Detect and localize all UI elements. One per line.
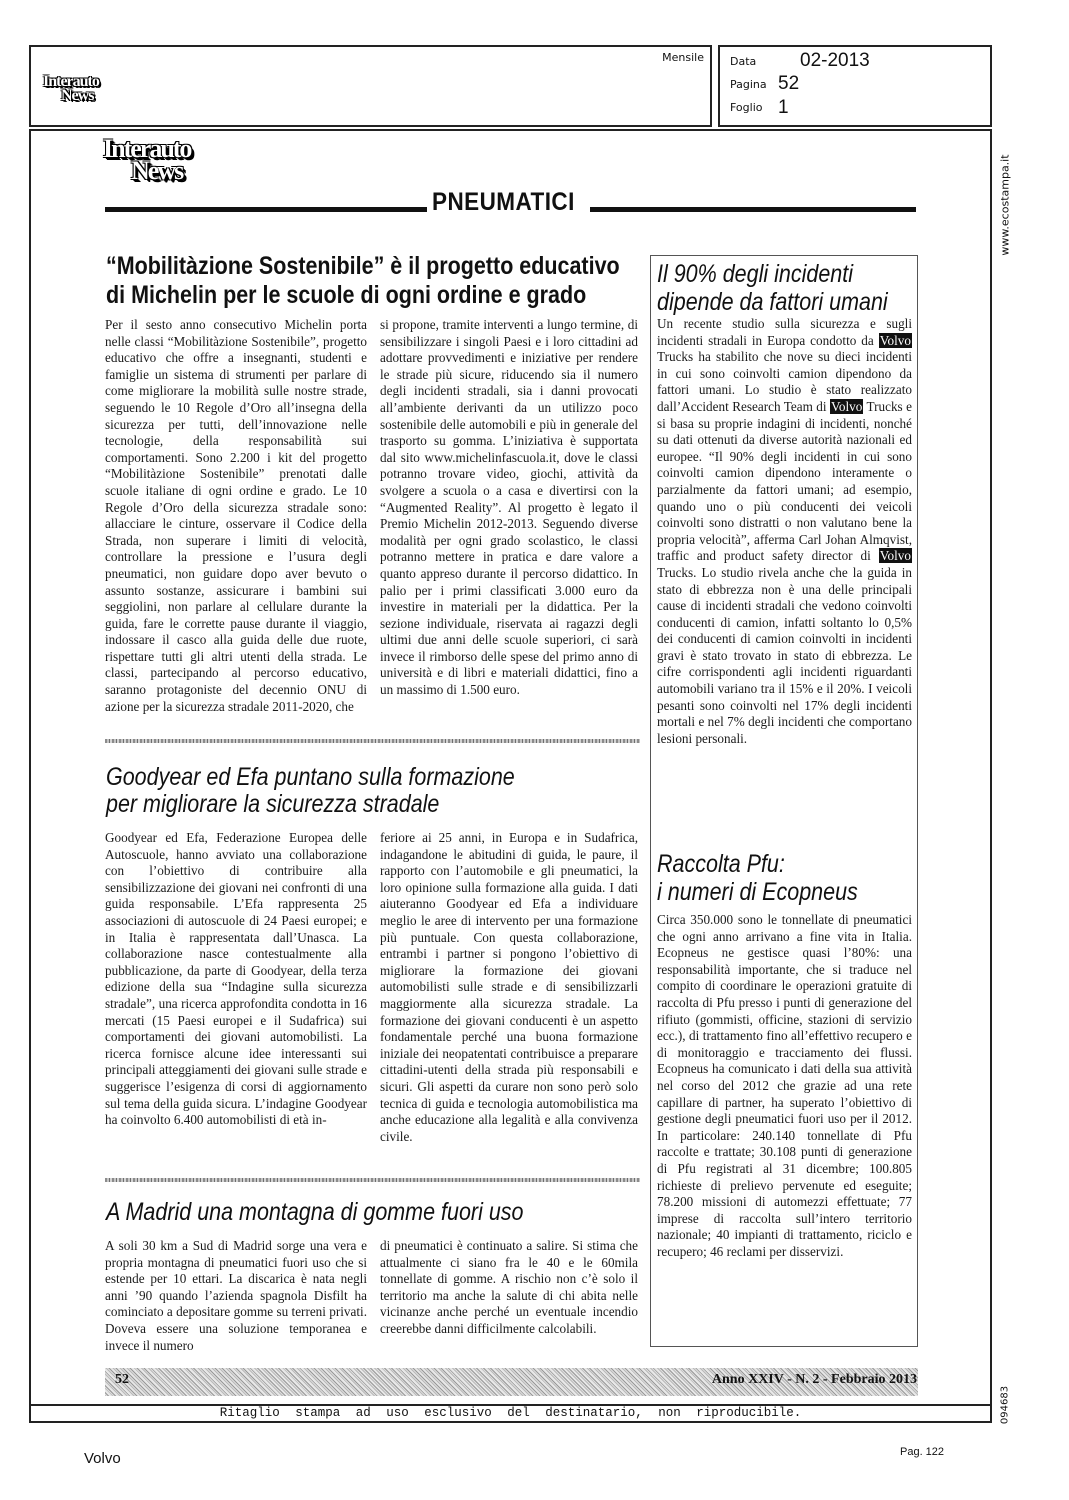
ecopneus-body: Circa 350.000 sono le tonnellate di pneumatici che ogni anno arrivano a fine vita in Italia. Ecopneus ne gestisce quasi l’80%: una responsabilità importante, che si traduce nel compito di coordinare le operazioni gratuite di raccolta di Pfu presso i punti di generazione del rifiuto (gommisti, officine, stazioni di servizio ecc.), di trattamento fino all’effettivo recupero e di monitoraggio e tracciamento dei flussi. Ecopneus ha comunicato i dati della sua attività nel corso del 2012 che grazie ad una rete capillare di partner, ha superato l’obiettivo di gestione degli pneumatici fuori uso per il 2012. In particolare: 240.140 tonnellate di Pfu raccolte e trattate; 30.108 punti di generazione di Pfu registrati al 31 dicembre; 100.805 richieste di prelievo pervenute ed eseguite; 78.200 missioni di automezzi effettuate; 77 imprese di raccolta sull’intero territorio nazionale; 40 impianti di trattamento, riciclo e recupero; 46 reclami per disservizi.	[657, 912, 912, 1259]
logo-line-1: Interauto	[43, 73, 99, 90]
ecopneus-headline-line-2: i numeri di Ecopneus	[657, 878, 858, 906]
frequency-label: Mensile	[662, 51, 704, 64]
page-label: Pagina	[730, 78, 767, 91]
source-url	[990, 145, 1020, 265]
volvo-text: Trucks e si basa su proprie indagini di incidenti, nonché su dati ottenuti da diverse autorità nazionali ed europee. “Il 90% degli incidenti in cui sono coinvolti camion dipendono interamente o parzialmente da fattori umani; ad esempio, quando uno o più conducenti dei veicoli coinvolti sono distratti o non valutano bene la propria velocità”, afferma Carl Johan Almqvist, traffic and product safety director di	[657, 398, 912, 564]
client-name: Volvo	[84, 1450, 121, 1467]
madrid-body-col-1: A soli 30 km a Sud di Madrid sorge una vera e propria montagna di pneumatici fuori uso che si estende per 10 ettari. La discarica è nata negli anni ’90 quando l’azienda spagnola Disfilt ha cominciato a depositare gomme su terreni privati. Doveva essere una soluzione temporanea e invece il numero	[105, 1238, 367, 1353]
page-value: 52	[778, 73, 800, 94]
header-meta-box	[718, 45, 992, 127]
publication-logo	[103, 134, 191, 185]
footer-page-number: 52	[115, 1372, 129, 1387]
highlight-keyword: Volvo	[831, 398, 863, 414]
header-publication-box	[29, 45, 712, 127]
volvo-text: Un recente studio sulla sicurezza e sugli incidenti stradali in Europa condotto da	[657, 316, 912, 348]
volvo-text: Trucks. Lo studio rivela anche che la guida in stato di ebbrezza non è una delle principali cause di incidenti stradali che vedono coinvolti conducenti di camion, infatti soltanto lo 0,5% dei conducenti di camion coinvolti in incidenti gravi è stato trovato in stato di ebbrezza. Le cifre corrispondenti agli incidenti riguardanti automobili variano tra il 15% e il 20%. I veicoli pesanti sono coinvolti nel 17% degli incidenti mortali e nel 7% degli incidenti che comportano lesioni personali.	[657, 564, 912, 746]
goodyear-headline-line-1: Goodyear ed Efa puntano sulla formazione	[106, 763, 515, 791]
ecopneus-headline-line-1: Raccolta Pfu:	[657, 850, 785, 878]
article-separator	[105, 1178, 640, 1182]
goodyear-headline-line-2: per migliorare la sicurezza stradale	[106, 790, 440, 818]
michelin-headline-line-2: di Michelin per le scuole di ogni ordine e grado	[106, 281, 587, 309]
article-separator	[105, 739, 640, 743]
section-rule-right	[590, 207, 916, 212]
volvo-text: Trucks ha stabilito che nove su dieci incidenti in cui sono coinvolti camion dipendono da fattori umani. Lo studio è stato realizzato dall’Accident Research Team di	[657, 349, 912, 414]
sheet-value: 1	[778, 97, 789, 118]
highlight-keyword: Volvo	[879, 332, 911, 348]
publication-logo-small	[43, 75, 99, 103]
michelin-body-col-1: Per il sesto anno consecutivo Michelin porta nelle classi “Mobilitàzione Sostenibile”, progetto educativo che offre a insegnanti, studenti e famiglie un sistema di strumenti per parlare di come migliorare la mobilità sulle nostre strade, seguendo le 10 Regole d’Oro all’insegna della sicurezza per tutti, dell’innovazione nelle tecnologie, della responsabilità sui comportamenti. Sono 2.200 i kit del progetto “Mobilitàzione Sostenibile” prenotati dalle scuole italiane di ogni ordine e grado. Le 10 Regole d’Oro della sicurezza stradale sono: allacciare le cinture, osservare il Codice della Strada, non superare i limiti di velocità, controllare la pressione e l’usura degli pneumatici, non guidare dopo aver bevuto o assunto sostanze, assicurare i bambini sui seggiolini, non parlare al cellulare durante la guida, fare le corrette pause durante il viaggio, indossare il casco alla guida delle due ruote, rispettare tutti gli altri utenti della strada. Le classi, partecipando al percorso educativo, saranno protagoniste del decennio ONU di azione per la sicurezza stradale 2011-2020, che	[105, 317, 367, 714]
goodyear-body-col-1: Goodyear ed Efa, Federazione Europea delle Autoscuole, hanno avviato una collaborazione con l’obiettivo di contribuire alla sensibilizzazione dei giovani nei confronti di una guida responsabile. L’Efa rappresenta 25 associazioni di autoscuole di 24 Paesi europei; e in Italia è rappresentata dall’Unasca. La collaborazione nasce contestualmente alla pubblicazione, da parte di Goodyear, della terza edizione della sua “Indagine sulla sicurezza stradale”, una ricerca approfondita condotta in 16 mercati (15 Paesi europei e il Sudafrica) sui comportamenti dei giovani automobilisti. La ricerca fornisce alcune idee interessanti sui principali atteggiamenti dei giovani sulle strade e suggerisce l’esigenza di corsi di aggiornamento sul tema della guida sicura. L’indagine Goodyear ha coinvolto 6.400 automobilisti di età in-	[105, 830, 367, 1128]
copyright-notice: Ritaglio stampa ad uso esclusivo del destinatario, non riproducibile.	[219, 1406, 802, 1420]
section-rule-left	[105, 207, 427, 212]
volvo-body	[657, 316, 912, 747]
clipping-code	[990, 1370, 1020, 1440]
goodyear-body-col-2: feriore ai 25 anni, in Europa e in Sudafrica, indagandone le abitudini di guida, le paure, il rapporto con l’automobile e gli pneumatici, la loro opinione sulla formazione alla guida. I dati aiuteranno Goodyear ed Efa a individuare meglio le aree di intervento per una formazione più puntuale. Con questa collaborazione, entrambi i partner si pongono l’obiettivo di migliorare la formazione dei giovani automobilisti sulle strade e di sensibilizzarli maggiormente alla sicurezza stradale. La formazione dei giovani conducenti è un aspetto fondamentale perché una buona formazione iniziale dei neopatentati contribuisce a preparare cittadini-utenti della strada più responsabili e sicuri. Gli aspetti da curare non sono però solo tecnica di guida e tecnologia automobilistica ma anche educazione alla legalità e alla convivenza civile.	[380, 830, 638, 1144]
section-title: PNEUMATICI	[432, 188, 575, 216]
volvo-headline-line-1: Il 90% degli incidenti	[657, 260, 854, 288]
logo-line-2: News	[131, 156, 183, 185]
volvo-headline-line-2: dipende da fattori umani	[657, 288, 888, 316]
date-value: 02-2013	[800, 50, 870, 71]
michelin-body-col-2: si propone, tramite interventi a lungo termine, di sensibilizzare i singoli Paesi e i loro cittadini ad adottare provvedimenti e iniziative per rendere le strade più sicure, riducendo sia il numero degli incidenti stradali, sia i danni provocati all’ambiente derivanti da un utilizzo poco sostenibile delle automobili e più in generale del trasporto su gomma. L’iniziativa è supportata dal sito www.michelinfascuola.it, dove le classi potranno trovare video, giochi, attività da svolgere a scuola o a casa e divertirsi con la “Augmented Reality”. Al progetto è legato il Premio Michelin 2012-2013. Seguendo diverse modalità per ogni grado scolastico, le classi potranno mettere in pratica e dare valore a quanto appreso durante il percorso didattico. In palio per i primi classificati 3.000 euro da investire in materiali per la didattica. Per la sezione individuale, riservata ai ragazzi degli ultimi due anni delle scuole superiori, ci sarà invece il rimborso delle spese del primo anno di università e di libri e materiali didattici, fino a un massimo di 1.500 euro.	[380, 317, 638, 698]
sheet-label: Foglio	[730, 101, 763, 114]
madrid-headline: A Madrid una montagna di gomme fuori uso	[106, 1198, 524, 1226]
clipping-code-text: 094683	[999, 1385, 1011, 1425]
logo-line-2: News	[61, 87, 94, 104]
source-url-text: www.ecostampa.it	[998, 154, 1012, 256]
footer-issue: Anno XXIV - N. 2 - Febbraio 2013	[711, 1372, 917, 1387]
date-label: Data	[730, 55, 757, 68]
page-reference: Pag. 122	[900, 1446, 945, 1458]
madrid-body-col-2: di pneumatici è continuato a salire. Si stima che attualmente ci siano fra le 40 e le 60mila tonnellate di gomme. A rischio non c’è solo il territorio ma anche la salute di chi abita nelle vicinanze anche perché un eventuale incendio creerebbe danni difficilmente calcolabili.	[380, 1238, 638, 1336]
highlight-keyword: Volvo	[879, 548, 911, 564]
michelin-headline-line-1: “Mobilitàzione Sostenibile” è il progetto educativo	[106, 252, 620, 280]
logo-line-1: Interauto	[103, 134, 191, 163]
